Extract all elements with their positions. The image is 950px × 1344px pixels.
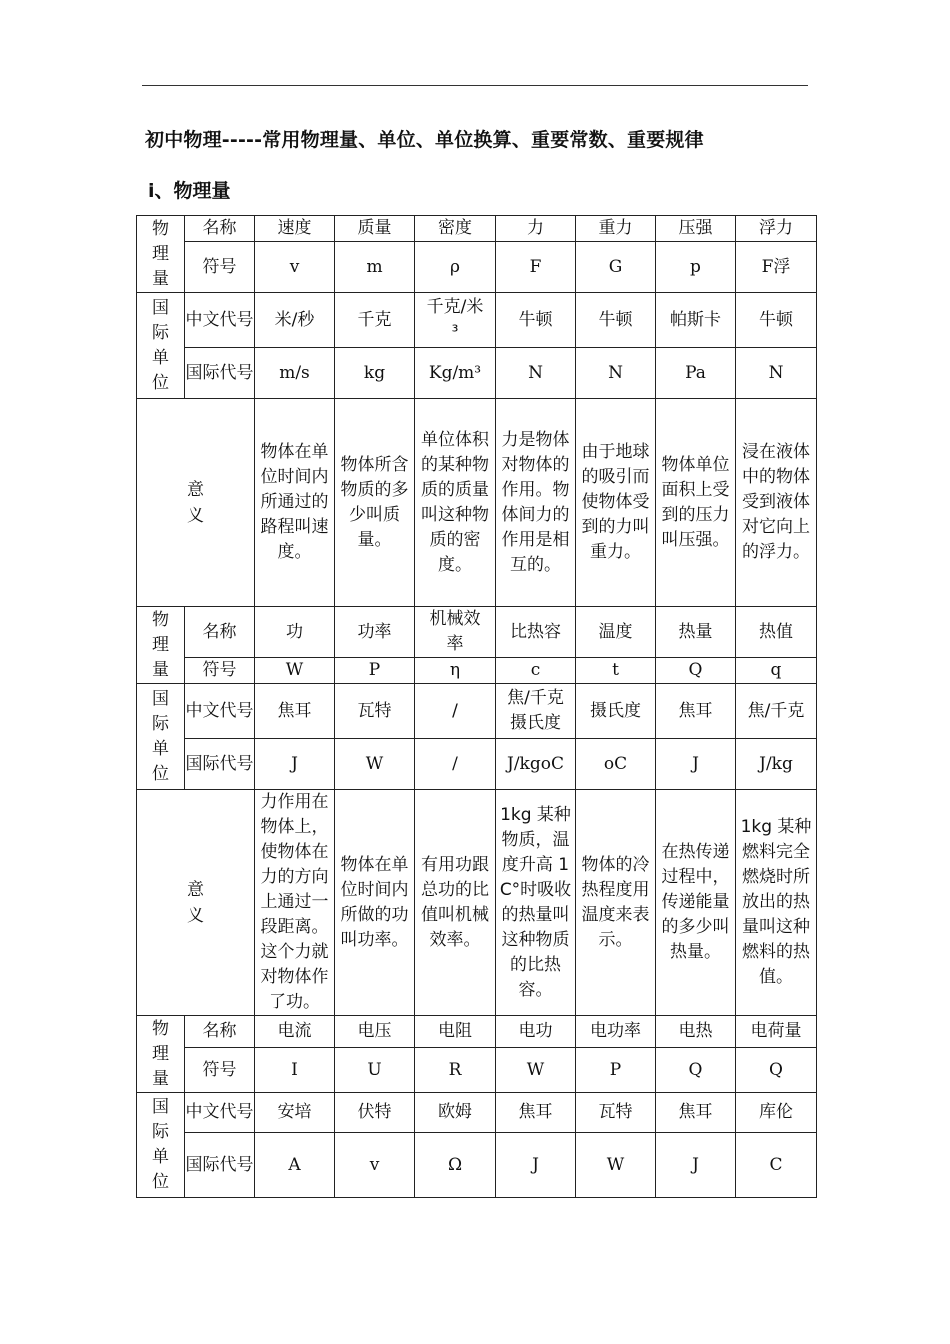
quantity-symbol: v — [255, 242, 335, 293]
row-label-intl-code: 国际代号 — [185, 1133, 255, 1198]
quantity-name: 热量 — [656, 607, 736, 658]
quantity-name: 压强 — [656, 216, 736, 242]
table-row — [137, 684, 817, 739]
unit-cn-code: 瓦特 — [576, 1093, 656, 1133]
quantity-symbol: p — [656, 242, 736, 293]
unit-cn-code: 千克/米³ — [415, 293, 496, 348]
quantity-symbol: Q — [656, 1048, 736, 1093]
table-row — [137, 1093, 817, 1133]
unit-intl-code: J — [656, 1133, 736, 1198]
unit-intl-code: Pa — [656, 348, 736, 399]
unit-cn-code: 帕斯卡 — [656, 293, 736, 348]
group-label-physical-quantity: 物理量 — [137, 607, 185, 684]
quantity-name: 热值 — [736, 607, 817, 658]
quantity-name: 电荷量 — [736, 1016, 817, 1048]
quantity-symbol: F — [496, 242, 576, 293]
unit-cn-code: 欧姆 — [415, 1093, 496, 1133]
quantity-symbol: q — [736, 658, 817, 684]
quantity-symbol: Q — [736, 1048, 817, 1093]
quantity-symbol: G — [576, 242, 656, 293]
quantity-name: 电功 — [496, 1016, 576, 1048]
group-label-physical-quantity: 物理量 — [137, 1016, 185, 1093]
group-label-intl-unit: 国际单位 — [137, 1093, 185, 1198]
document-title: 初中物理-----常用物理量、单位、单位换算、重要常数、重要规律 — [145, 129, 704, 151]
unit-cn-code: 焦/千克摄氏度 — [496, 684, 576, 739]
quantity-name: 比热容 — [496, 607, 576, 658]
quantity-meaning: 浸在液体中的物体受到液体对它向上的浮力。 — [736, 399, 817, 607]
row-label-cn-code: 中文代号 — [185, 293, 255, 348]
header-rule — [142, 85, 808, 86]
quantity-symbol: P — [335, 658, 415, 684]
quantity-symbol: c — [496, 658, 576, 684]
row-label-name: 名称 — [185, 1016, 255, 1048]
quantity-symbol: t — [576, 658, 656, 684]
quantity-meaning: 物体的冷热程度用温度来表示。 — [576, 790, 656, 1016]
row-label-symbol: 符号 — [185, 242, 255, 293]
quantity-name: 密度 — [415, 216, 496, 242]
group-label-intl-unit: 国际单位 — [137, 293, 185, 399]
unit-intl-code: J — [255, 739, 335, 790]
group-label-physical-quantity: 物理量 — [137, 216, 185, 293]
quantity-name: 质量 — [335, 216, 415, 242]
table-row — [137, 1048, 817, 1093]
row-label-symbol: 符号 — [185, 658, 255, 684]
unit-intl-code: J — [496, 1133, 576, 1198]
table-row — [137, 658, 817, 684]
unit-cn-code: 米/秒 — [255, 293, 335, 348]
quantity-symbol: Q — [656, 658, 736, 684]
quantity-symbol: F浮 — [736, 242, 817, 293]
quantity-meaning: 物体在单位时间内所通过的路程叫速度。 — [255, 399, 335, 607]
quantity-name: 重力 — [576, 216, 656, 242]
unit-intl-code: N — [736, 348, 817, 399]
physical-quantity-table — [136, 215, 817, 1198]
quantity-symbol: P — [576, 1048, 656, 1093]
group-label-intl-unit: 国际单位 — [137, 684, 185, 790]
quantity-symbol: R — [415, 1048, 496, 1093]
unit-cn-code: 千克 — [335, 293, 415, 348]
table-row — [137, 216, 817, 242]
unit-cn-code: 焦耳 — [656, 1093, 736, 1133]
table-row — [137, 242, 817, 293]
row-label-symbol: 符号 — [185, 1048, 255, 1093]
quantity-symbol: W — [496, 1048, 576, 1093]
row-label-cn-code: 中文代号 — [185, 684, 255, 739]
quantity-meaning: 物体单位面积上受到的压力叫压强。 — [656, 399, 736, 607]
quantity-meaning: 由于地球的吸引而使物体受到的力叫重力。 — [576, 399, 656, 607]
table-row — [137, 607, 817, 658]
row-label-intl-code: 国际代号 — [185, 739, 255, 790]
table-row — [137, 739, 817, 790]
unit-intl-code: v — [335, 1133, 415, 1198]
table-row — [137, 1133, 817, 1198]
unit-cn-code: 焦耳 — [496, 1093, 576, 1133]
unit-intl-code: C — [736, 1133, 817, 1198]
quantity-symbol: ρ — [415, 242, 496, 293]
unit-intl-code: A — [255, 1133, 335, 1198]
quantity-name: 电热 — [656, 1016, 736, 1048]
unit-cn-code: 牛顿 — [736, 293, 817, 348]
quantity-meaning: 单位体积的某种物质的质量叫这种物质的密度。 — [415, 399, 496, 607]
quantity-name: 功率 — [335, 607, 415, 658]
quantity-meaning: 1kg 某种物质，温度升高 1C°时吸收的热量叫这种物质的比热容。 — [496, 790, 576, 1016]
unit-cn-code: 瓦特 — [335, 684, 415, 739]
unit-cn-code: 焦/千克 — [736, 684, 817, 739]
unit-intl-code: Ω — [415, 1133, 496, 1198]
table-row — [137, 293, 817, 348]
quantity-symbol: W — [255, 658, 335, 684]
row-label-intl-code: 国际代号 — [185, 348, 255, 399]
quantity-name: 电流 — [255, 1016, 335, 1048]
unit-cn-code: 伏特 — [335, 1093, 415, 1133]
quantity-symbol: I — [255, 1048, 335, 1093]
unit-cn-code: 焦耳 — [656, 684, 736, 739]
quantity-name: 速度 — [255, 216, 335, 242]
unit-intl-code: J/kgoC — [496, 739, 576, 790]
quantity-meaning: 有用功跟总功的比值叫机械效率。 — [415, 790, 496, 1016]
table-row — [137, 790, 817, 1016]
row-label-name: 名称 — [185, 607, 255, 658]
quantity-meaning: 力作用在物体上，使物体在力的方向上通过一段距离。这个力就对物体作了功。 — [255, 790, 335, 1016]
unit-cn-code: 库伦 — [736, 1093, 817, 1133]
unit-intl-code: J/kg — [736, 739, 817, 790]
row-label-meaning: 意义 — [137, 790, 255, 1016]
unit-intl-code: N — [496, 348, 576, 399]
unit-intl-code: J — [656, 739, 736, 790]
quantity-name: 浮力 — [736, 216, 817, 242]
quantity-name: 温度 — [576, 607, 656, 658]
quantity-meaning: 1kg 某种燃料完全燃烧时所放出的热量叫这种燃料的热值。 — [736, 790, 817, 1016]
quantity-meaning: 在热传递过程中，传递能量的多少叫热量。 — [656, 790, 736, 1016]
unit-intl-code: W — [576, 1133, 656, 1198]
quantity-name: 电压 — [335, 1016, 415, 1048]
unit-intl-code: W — [335, 739, 415, 790]
quantity-symbol: m — [335, 242, 415, 293]
unit-intl-code: kg — [335, 348, 415, 399]
unit-intl-code: oC — [576, 739, 656, 790]
quantity-name: 电阻 — [415, 1016, 496, 1048]
table-row — [137, 348, 817, 399]
unit-intl-code: Kg/m³ — [415, 348, 496, 399]
table-row — [137, 399, 817, 607]
table-row — [137, 1016, 817, 1048]
quantity-name: 力 — [496, 216, 576, 242]
quantity-name: 功 — [255, 607, 335, 658]
quantity-meaning: 物体所含物质的多少叫质量。 — [335, 399, 415, 607]
unit-cn-code: 牛顿 — [496, 293, 576, 348]
unit-cn-code: / — [415, 684, 496, 739]
unit-intl-code: m/s — [255, 348, 335, 399]
row-label-name: 名称 — [185, 216, 255, 242]
unit-cn-code: 焦耳 — [255, 684, 335, 739]
quantity-symbol: U — [335, 1048, 415, 1093]
section-title: ⅰ、物理量 — [148, 180, 231, 202]
row-label-meaning: 意义 — [137, 399, 255, 607]
unit-cn-code: 摄氏度 — [576, 684, 656, 739]
quantity-meaning: 物体在单位时间内所做的功叫功率。 — [335, 790, 415, 1016]
unit-intl-code: N — [576, 348, 656, 399]
unit-intl-code: / — [415, 739, 496, 790]
quantity-name: 机械效率 — [415, 607, 496, 658]
row-label-cn-code: 中文代号 — [185, 1093, 255, 1133]
quantity-name: 电功率 — [576, 1016, 656, 1048]
quantity-symbol: η — [415, 658, 496, 684]
unit-cn-code: 安培 — [255, 1093, 335, 1133]
unit-cn-code: 牛顿 — [576, 293, 656, 348]
quantity-meaning: 力是物体对物体的作用。物体间力的作用是相互的。 — [496, 399, 576, 607]
